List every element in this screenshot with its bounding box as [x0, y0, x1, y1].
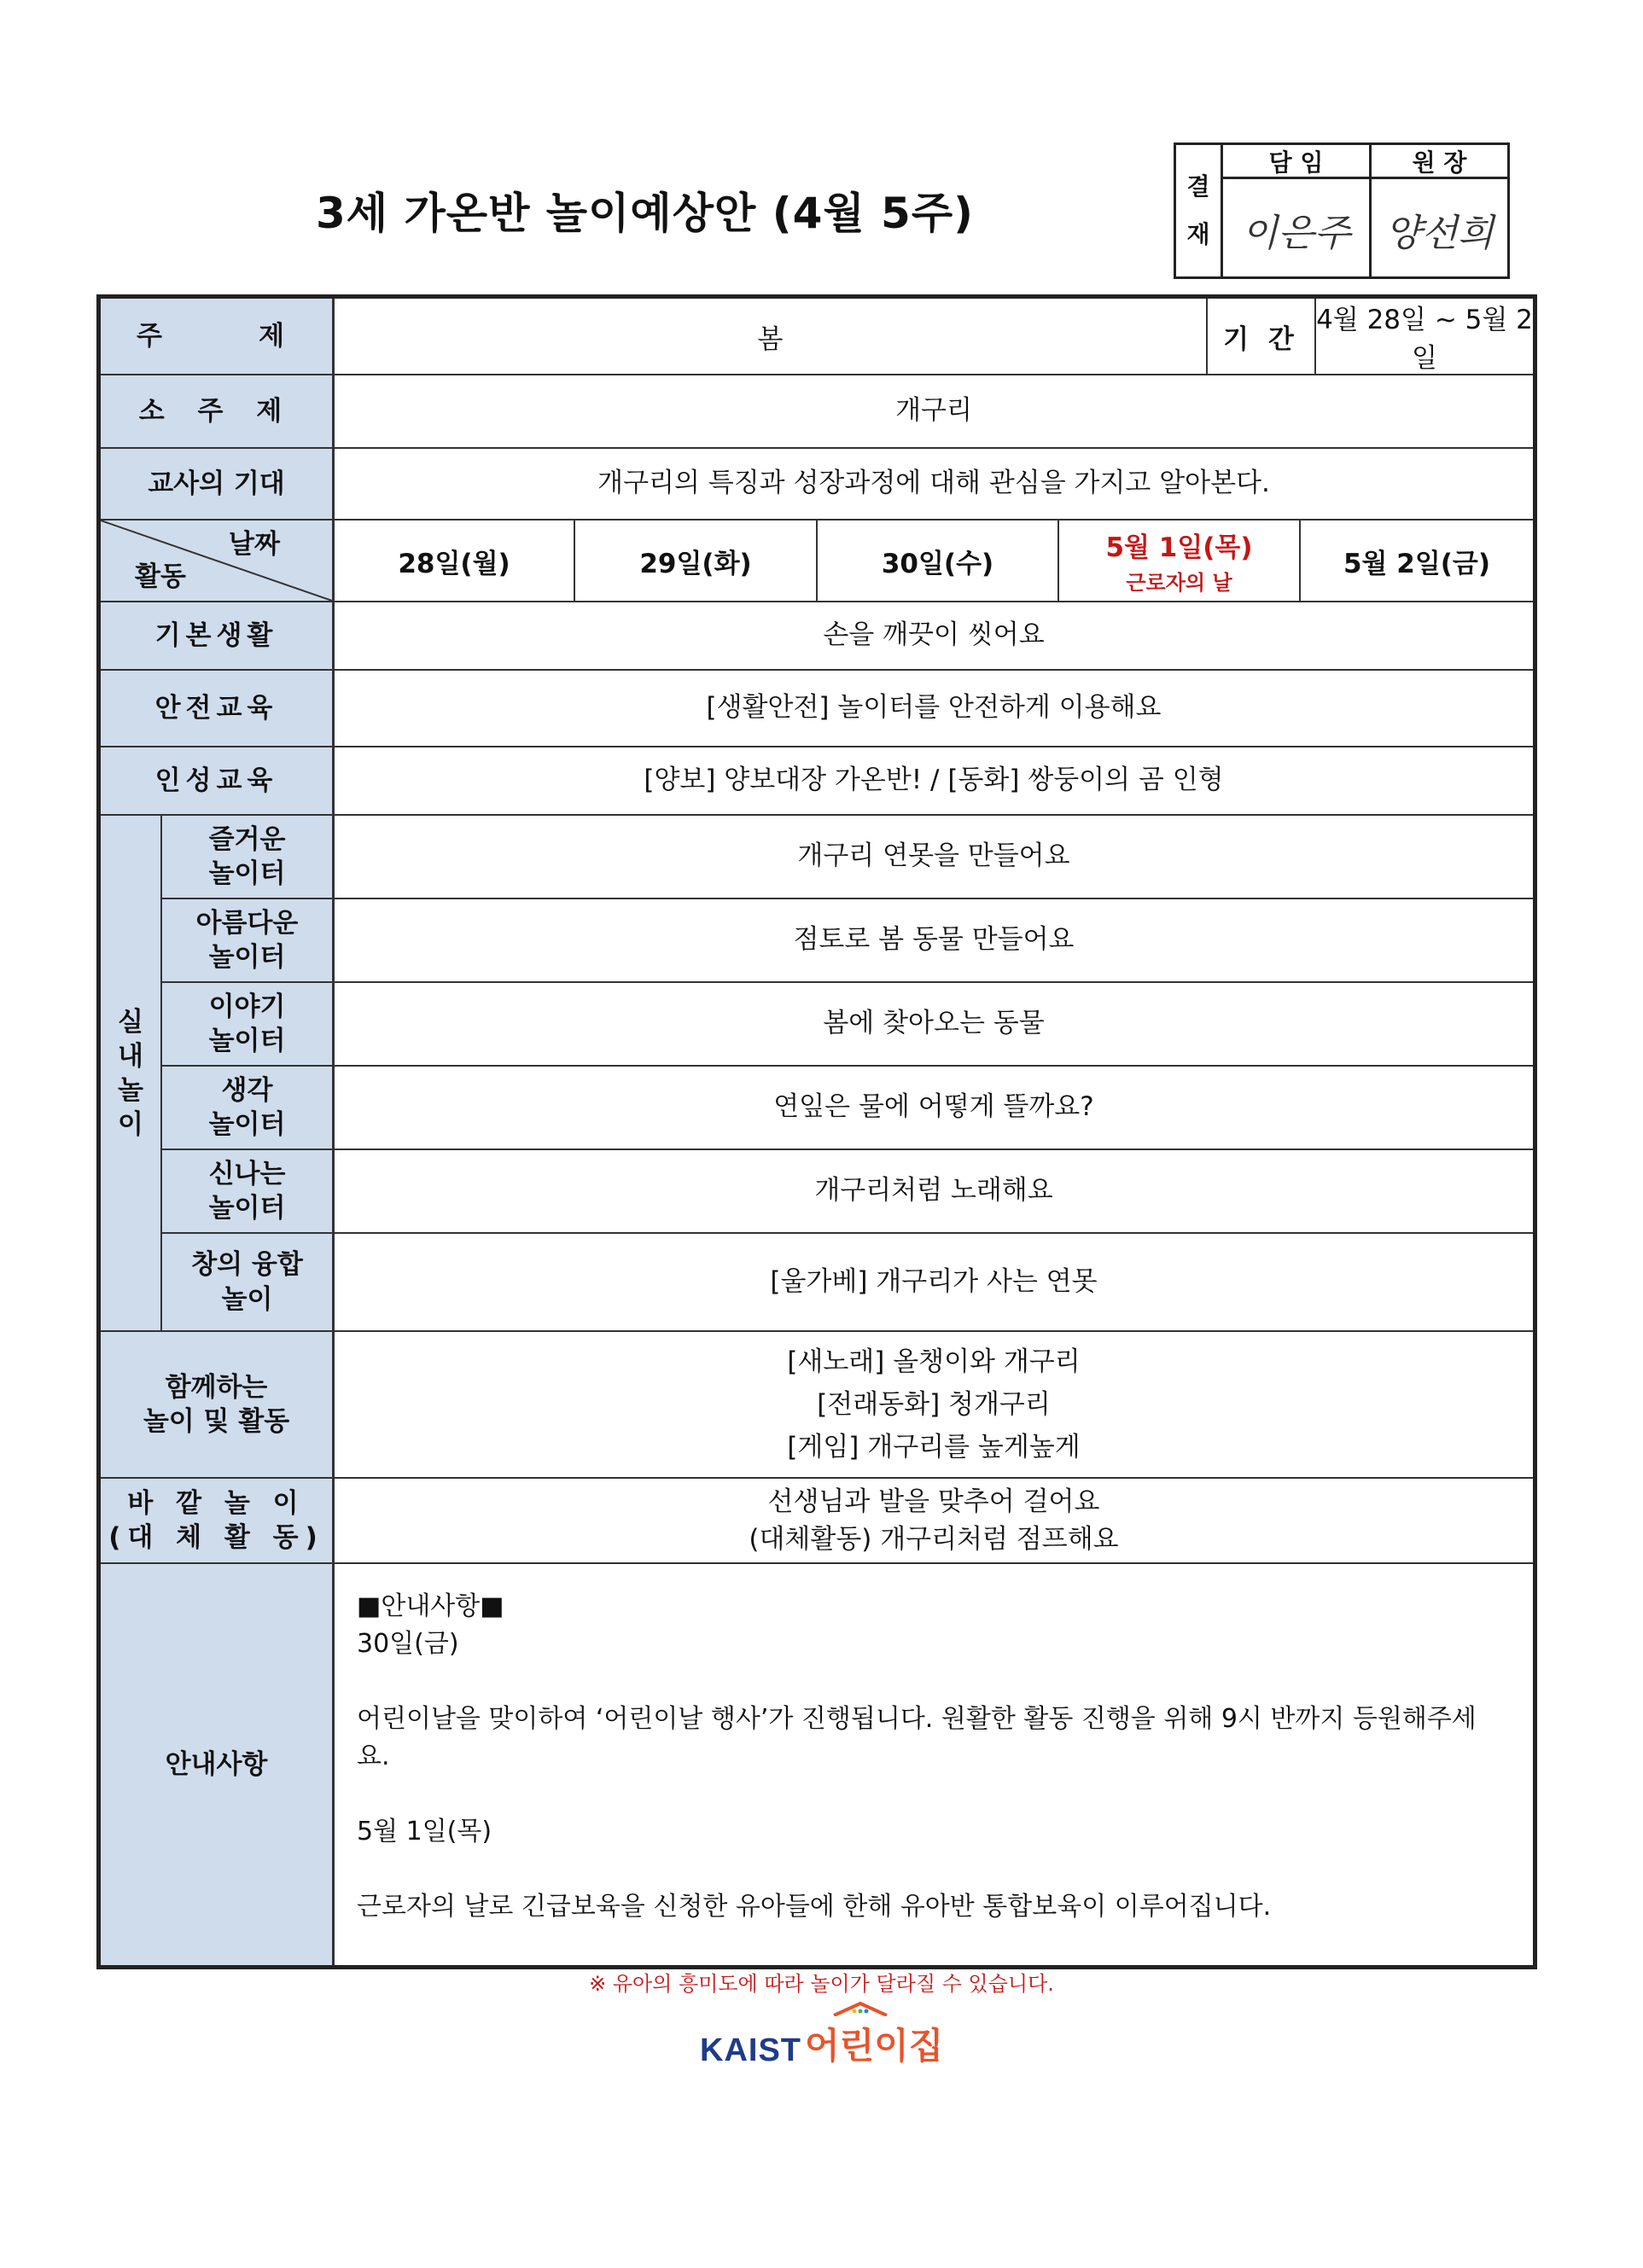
indoor-sub-label-line: 신나는 — [208, 1158, 286, 1189]
indoor-sub-label-line: 놀이터 — [208, 942, 286, 973]
approval-label-top: 결 — [1186, 172, 1210, 201]
logo-name-text: 어린이집 — [805, 2025, 944, 2067]
notice-heading: ■안내사항■ — [357, 1591, 504, 1621]
date-label: 날짜 — [229, 529, 280, 560]
holiday-label: 근로자의 날 — [1126, 571, 1232, 595]
date-row — [101, 520, 1533, 602]
notice-row — [101, 1564, 1533, 1965]
date-activity-corner — [101, 520, 335, 601]
subtheme-label: 소 주 제 — [101, 375, 335, 447]
outdoor-label-line: 바 깥 놀 이 — [127, 1487, 306, 1519]
kaist-logo — [700, 2009, 943, 2069]
character-value: [양보] 양보대장 가온반! / [동화] 쌍둥이의 곰 인형 — [644, 765, 1224, 796]
homeroom-header: 담 임 — [1223, 145, 1369, 179]
indoor-sub-label-line: 즐거운 — [208, 823, 286, 855]
indoor-label-column — [101, 816, 335, 1330]
logo-name — [805, 2018, 943, 2069]
indoor-sub-label-line: 놀이 — [221, 1283, 273, 1315]
indoor-sub-label-line: 생각 — [221, 1074, 273, 1106]
notice-text-1: 어린이날을 맞이하여 ‘어린이날 행사’가 진행됩니다. 원활한 활동 진행을 위해 9시 반까지 등원해주세요. — [357, 1704, 1477, 1771]
period-label: 기 간 — [1208, 299, 1316, 374]
together-activity: [새노래] 올챙이와 개구리 — [787, 1346, 1081, 1377]
theme-label: 주 제 — [101, 299, 335, 374]
logo-brand: KAIST — [700, 2032, 801, 2068]
safety-label: 안전교육 — [101, 671, 335, 746]
indoor-sub-label-line: 놀이터 — [208, 858, 286, 889]
day-label: 29일(화) — [639, 548, 752, 579]
indoor-play-label — [101, 816, 162, 1330]
notice-content — [357, 1588, 1507, 1926]
outdoor-row — [101, 1479, 1533, 1564]
outdoor-values — [335, 1479, 1533, 1562]
together-label-line: 놀이 및 활동 — [143, 1406, 290, 1437]
indoor-sub-label-line: 놀이터 — [208, 1026, 286, 1056]
together-values — [335, 1332, 1533, 1477]
together-activity: [게임] 개구리를 높게높게 — [787, 1432, 1081, 1463]
character-row — [101, 747, 1533, 816]
indoor-play-group — [101, 816, 1533, 1332]
subtheme-row — [101, 375, 1533, 449]
footnote: ※ 유아의 흥미도에 따라 놀이가 달라질 수 있습니다. — [589, 1972, 1054, 1996]
homeroom-signature: 이은주 — [1241, 211, 1351, 255]
indoor-activity: 개구리처럼 노래해요 — [335, 1150, 1533, 1234]
expectation-value: 개구리의 특징과 성장과정에 대해 관심을 가지고 알아본다. — [597, 468, 1270, 499]
indoor-activity: 연잎은 물에 어떻게 뜰까요? — [335, 1067, 1533, 1150]
basic-life-label: 기본생활 — [101, 602, 335, 669]
outdoor-label — [101, 1479, 335, 1562]
safety-value: [생활안전] 놀이터를 안전하게 이용해요 — [706, 692, 1162, 724]
activity-label: 활동 — [135, 561, 186, 592]
basic-life-value: 손을 깨끗이 씻어요 — [823, 619, 1045, 651]
day-label: 28일(월) — [398, 548, 510, 579]
indoor-char: 내 — [118, 1040, 143, 1072]
day-label: 5월 2일(금) — [1343, 548, 1491, 579]
notice-date-1: 30일(금) — [357, 1629, 459, 1659]
notice-date-2: 5월 1일(목) — [357, 1817, 492, 1846]
indoor-sub-label-line: 창의 융합 — [191, 1249, 303, 1281]
outdoor-activity: 선생님과 발을 맞추어 걸어요 — [767, 1486, 1100, 1517]
indoor-sub-label-line: 놀이터 — [208, 1109, 286, 1140]
director-header: 원 장 — [1372, 145, 1507, 179]
day-label: 5월 1일(목) — [1105, 532, 1253, 563]
subtheme-value: 개구리 — [895, 395, 972, 427]
page-title: 3세 가온반 놀이예상안 (4월 5주) — [316, 189, 975, 238]
together-row — [101, 1332, 1533, 1479]
approval-label-bottom: 재 — [1186, 220, 1210, 248]
day-wed — [818, 520, 1059, 601]
indoor-sub-label-line: 아름다운 — [195, 907, 299, 939]
outdoor-label-line: (대 체 활 동) — [108, 1522, 324, 1553]
indoor-char: 이 — [118, 1108, 143, 1140]
roof-icon — [830, 2001, 890, 2016]
together-label — [101, 1332, 335, 1477]
indoor-sub-label — [162, 1067, 332, 1150]
indoor-sub-label — [162, 1234, 332, 1330]
together-label-line: 함께하는 — [165, 1371, 268, 1403]
notice-text-2: 근로자의 날로 긴급보육을 신청한 유아들에 한해 유아반 통합보육이 이루어집니다. — [357, 1892, 1272, 1922]
indoor-char: 실 — [118, 1006, 143, 1038]
indoor-sub-label — [162, 816, 332, 899]
indoor-sub-label — [162, 899, 332, 983]
indoor-sub-label — [162, 983, 332, 1067]
plan-table — [96, 294, 1537, 1969]
expectation-label: 교사의 기대 — [101, 449, 335, 519]
theme-row — [101, 299, 1533, 375]
day-thu — [1059, 520, 1301, 601]
approval-box — [1174, 142, 1510, 279]
indoor-activity: 점토로 봄 동물 만들어요 — [335, 899, 1533, 983]
together-activity: [전래동화] 청개구리 — [817, 1389, 1051, 1420]
period-value: 4월 28일 ~ 5월 2일 — [1316, 305, 1533, 374]
day-mon — [335, 520, 575, 601]
indoor-sub-label-line: 이야기 — [208, 991, 286, 1022]
indoor-activity: 개구리 연못을 만들어요 — [335, 816, 1533, 899]
day-tue — [575, 520, 818, 601]
expectation-row — [101, 449, 1533, 520]
indoor-sub-label-line: 놀이터 — [208, 1193, 286, 1224]
indoor-sub-label — [162, 1150, 332, 1234]
character-label: 인성교육 — [101, 747, 335, 814]
indoor-char: 놀 — [118, 1074, 143, 1106]
day-fri — [1301, 520, 1533, 601]
day-label: 30일(수) — [881, 548, 994, 579]
indoor-activity: [울가베] 개구리가 사는 연못 — [770, 1265, 1098, 1297]
notice-label: 안내사항 — [101, 1564, 335, 1965]
theme-value: 봄 — [335, 299, 1208, 374]
outdoor-activity: (대체활동) 개구리처럼 점프해요 — [749, 1524, 1119, 1555]
safety-row — [101, 671, 1533, 747]
director-signature: 양선희 — [1384, 211, 1494, 255]
basic-life-row — [101, 602, 1533, 671]
approval-label — [1176, 145, 1223, 276]
indoor-activity: 봄에 찾아오는 동물 — [335, 983, 1533, 1067]
